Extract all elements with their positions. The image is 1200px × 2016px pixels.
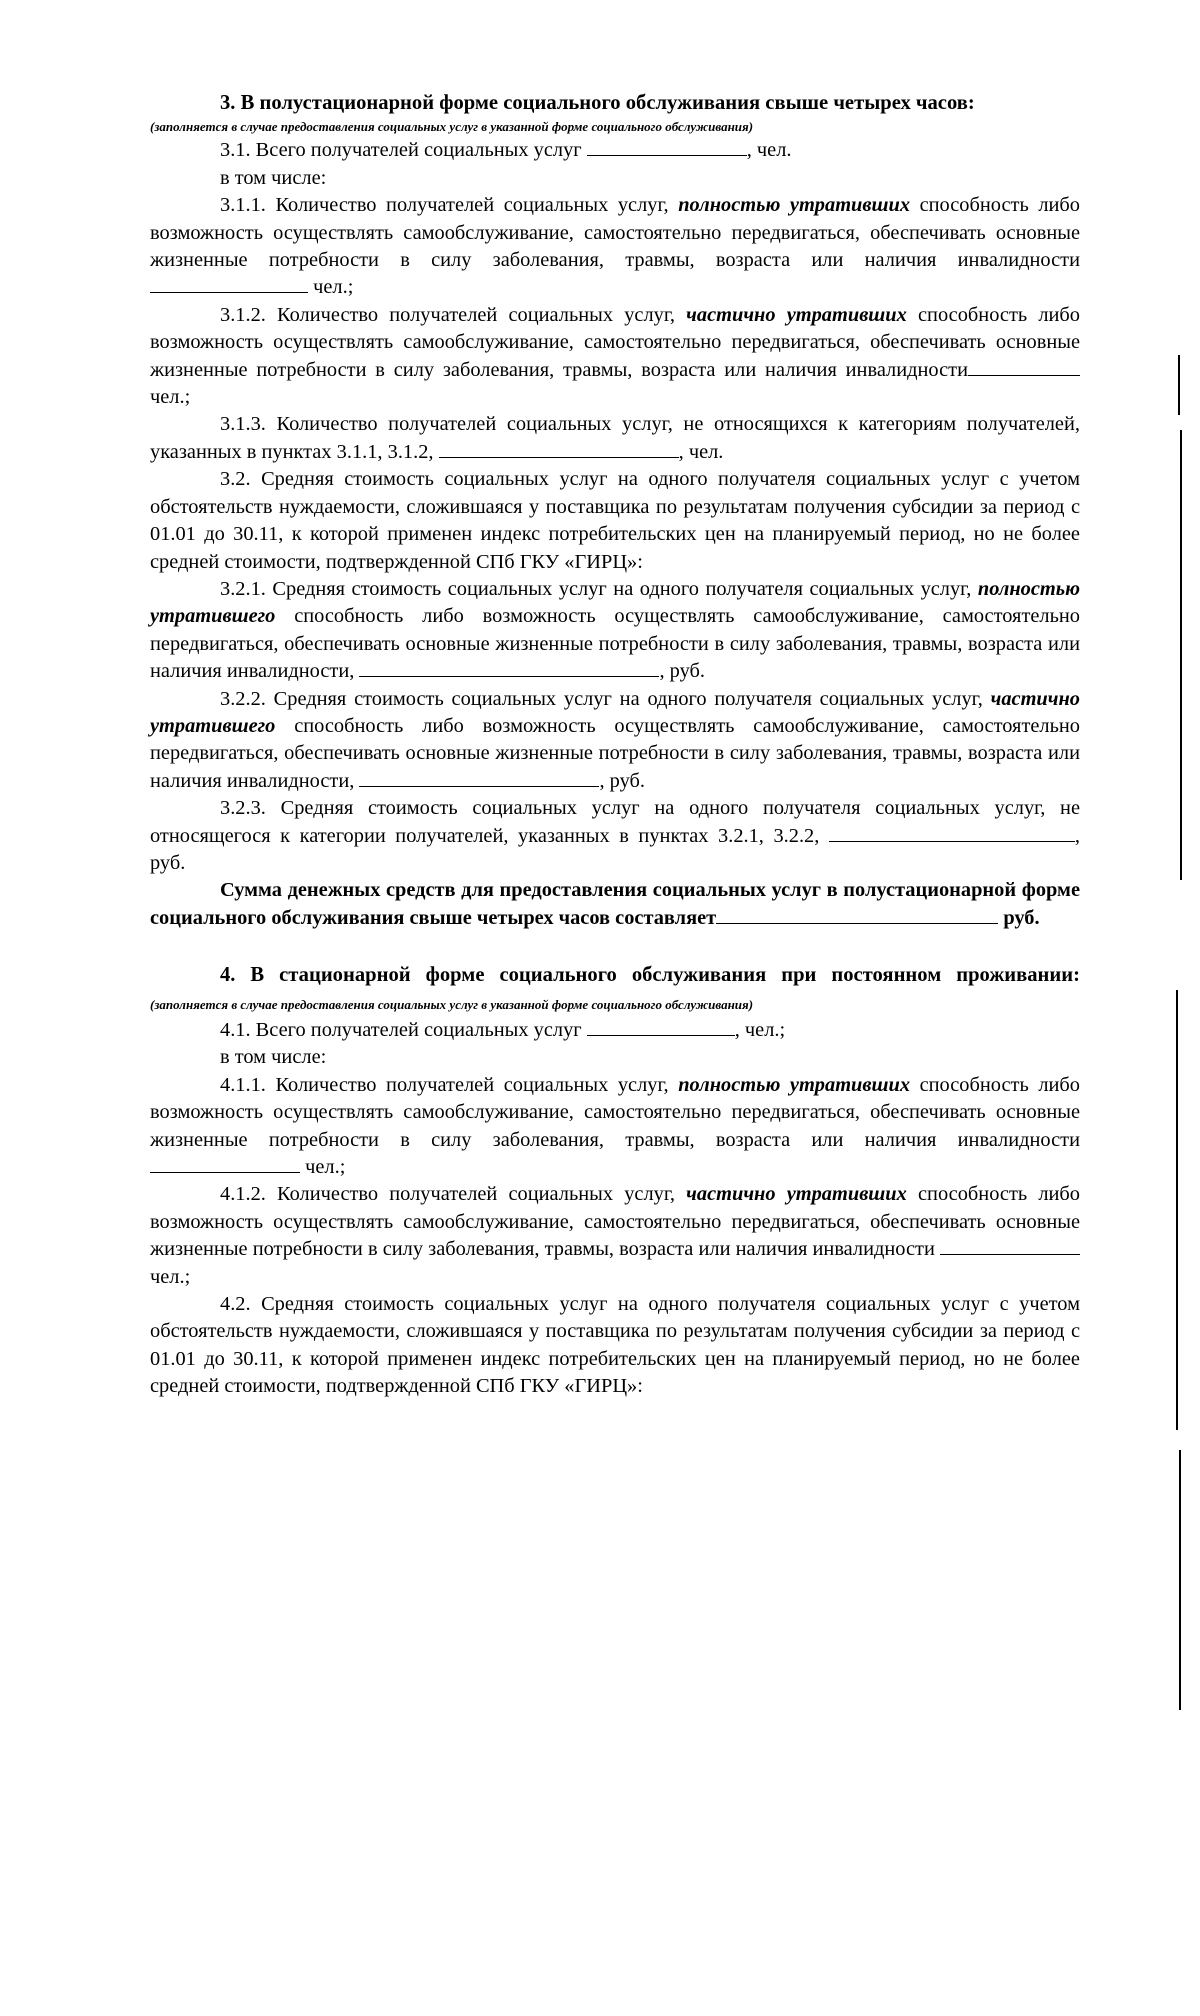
blank-4-1-2[interactable]	[940, 1236, 1080, 1255]
item-3-2: 3.2. Средняя стоимость социальных услуг на одного получателя социальных услуг с учетом обстоятельств нуждаемости, сложившаяся у поставщика по результатам получения субсидии за период с 01.01 до 30.11, к которой применен индекс потребительских цен на планируемый период, но не более средней стоимости, подтвержденной СПб ГКУ «ГИРЦ»:	[150, 468, 1080, 573]
section-4-heading-text: 4. В стационарной форме социального обслуживания при постоянном проживании:	[220, 964, 1080, 987]
scan-edge-mark	[1176, 990, 1178, 1430]
item-3-2-1-emphasis: полностью утратившего	[150, 577, 1080, 628]
blank-3-2-3[interactable]	[829, 823, 1075, 842]
item-3-2-2-text-a: 3.2.2. Средняя стоимость социальных услуг на одного получателя социальных услуг,	[220, 687, 983, 710]
scan-edge-mark	[1178, 355, 1180, 415]
item-3-2-2	[150, 686, 1080, 796]
item-3-1-1-emphasis: полностью утративших	[678, 194, 911, 217]
item-3-2-2-unit: , руб.	[599, 769, 645, 792]
blank-3-2-2[interactable]	[359, 768, 599, 787]
item-3-1	[150, 137, 1080, 164]
item-3-1-1-text-a: 3.1.1. Количество получателей социальных услуг,	[220, 194, 669, 217]
section-3-note: (заполняется в случае предоставления социальных услуг в указанной форме социального обслуживания)	[150, 119, 754, 135]
scan-edge-mark	[1180, 430, 1182, 880]
blank-3-2-1[interactable]	[359, 658, 659, 677]
item-4-1-1-text-a: 4.1.1. Количество получателей социальных услуг,	[220, 1073, 669, 1096]
item-4-1-2-unit: чел.;	[150, 1265, 191, 1288]
blank-4-1-1[interactable]	[150, 1154, 300, 1173]
blank-3-1[interactable]	[587, 137, 747, 156]
item-3-2-1	[150, 576, 1080, 686]
item-3-1-2-text-b: способность либо возможность осуществлять самообслуживание, самостоятельно передвигаться, обеспечивать основные жизненные потребности в силу заболевания, травмы, возраста или наличия инвалидности	[150, 303, 1080, 381]
item-3-2-1-unit: , руб.	[659, 660, 705, 683]
item-4-1-text: 4.1. Всего получателей социальных услуг	[220, 1019, 582, 1041]
item-3-2-2-emphasis: частично утратившего	[150, 687, 1080, 737]
item-3-2-1-text-a: 3.2.1. Средняя стоимость социальных услуг на одного получателя социальных услуг,	[220, 577, 972, 600]
blank-section-3-total[interactable]	[716, 905, 998, 924]
item-4-1-2-emphasis: частично утративших	[686, 1183, 907, 1206]
item-4-2: 4.2. Средняя стоимость социальных услуг на одного получателя социальных услуг с учетом обстоятельств нуждаемости, сложившаяся у поставщика по результатам получения субсидии за период с 01.01 до 30.11, к которой применен индекс потребительских цен на планируемый период, но не более средней стоимости, подтвержденной СПб ГКУ «ГИРЦ»:	[150, 1293, 1080, 1398]
blank-4-1[interactable]	[587, 1017, 735, 1036]
section-3-total	[150, 877, 1080, 932]
item-3-1-2-emphasis: частично утративших	[686, 303, 907, 326]
section-3-total-text: Сумма денежных средств для предоставления социальных услуг в полустационарной форме социального обслуживания свыше четырех часов составляет	[150, 879, 1080, 929]
scan-edge-mark	[1179, 1450, 1181, 1710]
item-3-1-2-unit: чел.;	[150, 386, 191, 409]
item-3-2-1-text-b: способность либо возможность осуществлять самообслуживание, самостоятельно передвигаться, обеспечивать основные жизненные потребности в силу заболевания, травмы, возраста или наличия инвалидности,	[150, 605, 1080, 683]
item-3-1-2	[150, 302, 1080, 412]
item-3-1-unit: , чел.	[746, 139, 792, 162]
item-3-2-2-text-b: способность либо возможность осуществлять самообслуживание, самостоятельно передвигаться, обеспечивать основные жизненные потребности в силу заболевания, травмы, возраста или наличия инвалидности,	[150, 714, 1080, 792]
item-4-1-2-text-b: способность либо возможность осуществлять самообслуживание, самостоятельно передвигаться, обеспечивать основные жизненные потребности в силу заболевания, травмы, возраста или наличия инвалидности	[150, 1183, 1080, 1261]
item-4-1-2	[150, 1181, 1080, 1291]
item-3-2-3-unit: , руб.	[150, 824, 1080, 874]
item-4-1	[150, 1017, 1080, 1044]
section-3-including: в том числе:	[220, 166, 327, 189]
section-3-heading: 3. В полустационарной форме социального обслуживания свыше четырех часов:	[220, 92, 975, 114]
blank-3-1-2[interactable]	[968, 357, 1080, 376]
blank-3-1-1[interactable]	[150, 274, 308, 293]
section-3-note-block	[150, 119, 1080, 135]
item-4-1-1-unit: чел.;	[305, 1156, 346, 1179]
item-3-2-3-text: 3.2.3. Средняя стоимость социальных услуг на одного получателя социальных услуг, не относящегося к категории получателей, указанных в пунктах 3.2.1, 3.2.2,	[150, 797, 1080, 847]
item-4-1-1-text-b: способность либо возможность осуществлять самообслуживание, самостоятельно передвигаться, обеспечивать основные жизненные потребности в силу заболевания, травмы, возраста или наличия инвалидности	[150, 1073, 1080, 1151]
section-3-total-unit: руб.	[1003, 906, 1040, 929]
item-3-1-3-text: 3.1.3. Количество получателей социальных услуг, не относящихся к категориям получателей, указанных в пунктах 3.1.1, 3.1.2,	[150, 413, 1080, 463]
blank-3-1-3[interactable]	[439, 439, 679, 458]
item-3-1-3-unit: , чел.	[678, 440, 724, 463]
item-3-1-2-text-a: 3.1.2. Количество получателей социальных услуг,	[220, 303, 676, 326]
section-4-note: (заполняется в случае предоставления социальных услуг в указанной форме социального обслуживания)	[150, 996, 754, 1012]
section-gap	[150, 932, 1080, 962]
item-4-1-unit: , чел.;	[734, 1019, 786, 1041]
document-page	[150, 90, 1080, 1401]
section-4-heading	[150, 962, 1080, 1017]
item-4-1-2-text-a: 4.1.2. Количество получателей социальных услуг,	[220, 1183, 676, 1206]
section-4-including: в том числе:	[220, 1046, 327, 1069]
item-3-1-1-text-b: способность либо возможность осуществлять самообслуживание, самостоятельно передвигаться, обеспечивать основные жизненные потребности в силу заболевания, травмы, возраста или наличия инвалидности	[150, 194, 1080, 272]
item-3-2-3	[150, 795, 1080, 877]
item-4-1-1-emphasis: полностью утративших	[678, 1073, 911, 1096]
item-3-1-3	[150, 411, 1080, 466]
item-3-1-1	[150, 192, 1080, 302]
item-4-1-1	[150, 1072, 1080, 1182]
item-3-1-1-unit: чел.;	[313, 276, 354, 299]
item-3-1-text: 3.1. Всего получателей социальных услуг	[220, 139, 582, 162]
